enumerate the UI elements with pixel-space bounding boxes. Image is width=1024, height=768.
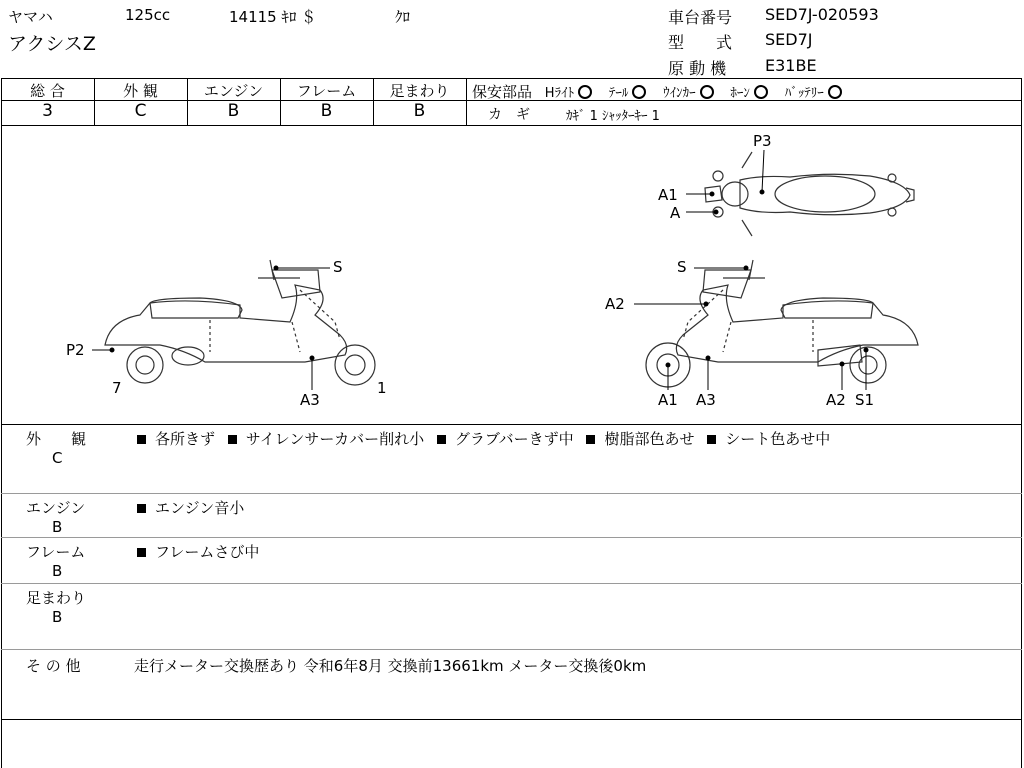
key-label: カ ギ [488, 107, 530, 123]
ok-circle-icon [578, 85, 592, 99]
grid-v5 [466, 78, 467, 125]
right-view-headset [703, 270, 751, 298]
color: ｸﾛ [395, 8, 411, 26]
bullet-square-icon [707, 435, 716, 444]
label-s-right: S [677, 258, 687, 276]
chassis-value: SED7J-020593 [765, 5, 879, 24]
label-a3-left: A3 [300, 391, 320, 409]
other-label: そ の 他 [26, 657, 81, 675]
ok-circle-icon [700, 85, 714, 99]
bullet-square-icon [586, 435, 595, 444]
scooter-diagram [0, 126, 1024, 424]
rating-header-suspension: 足まわり [389, 82, 450, 100]
rating-value-exterior: C [134, 101, 147, 121]
detail-item: シート色あせ中 [725, 430, 831, 448]
maker: ヤマハ [8, 8, 53, 26]
type-label: 型 式 [668, 33, 733, 52]
other-text: 走行メーター交換歴あり 令和6年8月 交換前13661km メーター交換後0km [134, 657, 647, 675]
bullet-square-icon [137, 504, 146, 513]
label-a2-right: A2 [605, 295, 625, 313]
detail-items-engine [137, 497, 244, 518]
bullet-square-icon [437, 435, 446, 444]
rating-value-suspension: B [413, 101, 426, 121]
model-name: アクシスZ [8, 33, 96, 55]
ok-circle-icon [754, 85, 768, 99]
rule-diagram-bottom [1, 424, 1022, 425]
details-divider-2 [1, 537, 1022, 538]
top-view-headlight [722, 182, 748, 206]
rating-header-overall: 総 合 [30, 82, 65, 100]
right-view-rear-wheel [850, 347, 886, 383]
engine-value: E31BE [765, 56, 817, 75]
engine-label: 原 動 機 [668, 59, 727, 78]
safety-item-battery: ﾊﾞｯﾃﾘｰ [784, 86, 824, 101]
label-s-left: S [333, 258, 343, 276]
label-a3-right: A3 [696, 391, 716, 409]
displacement: 125cc [125, 6, 171, 24]
detail-label-suspension: 足まわり [26, 589, 87, 607]
details-divider-4 [1, 649, 1022, 650]
safety-parts-row [472, 81, 850, 102]
detail-label-frame: フレーム [26, 543, 86, 561]
top-view-seat [775, 176, 875, 212]
detail-item: エンジン音小 [155, 499, 245, 517]
rule-top [1, 78, 1022, 79]
left-view-muffler [172, 347, 204, 365]
top-view-body [740, 174, 910, 215]
left-view-front-wheel [335, 345, 375, 385]
bullet-square-icon [228, 435, 237, 444]
label-a-top: A [670, 204, 681, 222]
detail-item: 各所きず [155, 430, 216, 448]
key-value: ｶｷﾞ 1 ｼｬｯﾀｰｷｰ 1 [566, 109, 660, 124]
left-view-headset [272, 270, 320, 298]
details-divider-3 [1, 583, 1022, 584]
rating-header-engine: エンジン [203, 82, 264, 100]
rating-header-frame: フレーム [296, 82, 357, 100]
label-one: 1 [377, 379, 387, 397]
safety-item-headlight: Hﾗｲﾄ [544, 86, 575, 101]
label-seven: 7 [112, 379, 122, 397]
detail-item: サイレンサーカバー削れ小 [245, 430, 425, 448]
safety-item-winker: ｳｲﾝｶｰ [663, 86, 696, 101]
rule-details-bottom [1, 719, 1022, 720]
rating-value-overall: 3 [42, 101, 53, 121]
detail-grade-engine: B [52, 518, 63, 536]
label-a1-bottom: A1 [658, 391, 678, 409]
detail-grade-exterior: C [52, 449, 63, 467]
detail-items-exterior [137, 428, 830, 449]
bullet-square-icon [137, 435, 146, 444]
safety-item-taillight: ﾃｰﾙ [608, 86, 629, 101]
label-a2-bottom: A2 [826, 391, 846, 409]
detail-label-engine: エンジン [26, 499, 86, 517]
detail-label-exterior: 外 観 [26, 430, 87, 448]
rating-value-frame: B [320, 101, 333, 121]
detail-item: フレームさび中 [155, 543, 260, 561]
left-view-body [105, 285, 347, 362]
rating-header-exterior: 外 観 [123, 82, 158, 100]
ok-circle-icon [828, 85, 842, 99]
label-a1-top: A1 [658, 186, 678, 204]
type-value: SED7J [765, 30, 813, 49]
safety-item-horn: ﾎｰﾝ [730, 86, 750, 101]
bullet-square-icon [137, 548, 146, 557]
chassis-label: 車台番号 [668, 8, 733, 27]
detail-grade-frame: B [52, 562, 63, 580]
label-s1: S1 [855, 391, 875, 409]
detail-grade-suspension: B [52, 608, 63, 626]
safety-label: 保安部品 [472, 83, 533, 101]
mileage: 14115 ｷﾛ ＄ [229, 8, 317, 26]
detail-item: グラブバーきず中 [454, 430, 574, 448]
detail-item: 樹脂部色あせ [604, 430, 695, 448]
details-divider-1 [1, 493, 1022, 494]
label-p3: P3 [753, 132, 772, 150]
left-view-rear-wheel [127, 347, 163, 383]
right-view-body [676, 285, 918, 362]
detail-items-frame [137, 541, 259, 562]
top-view-handlebars [742, 152, 752, 236]
label-p2: P2 [66, 341, 85, 359]
rating-value-engine: B [227, 101, 240, 121]
ok-circle-icon [632, 85, 646, 99]
